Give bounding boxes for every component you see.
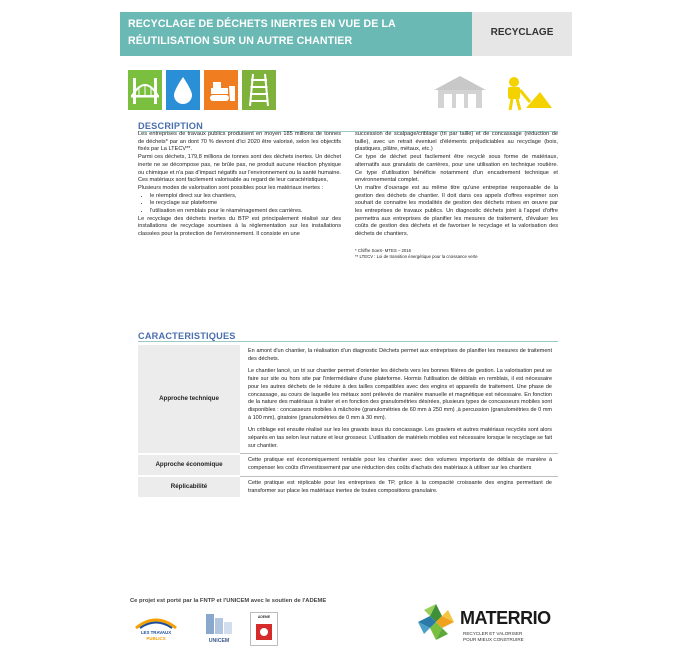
bulldozer-icon — [204, 70, 238, 110]
water-drop-icon — [166, 70, 200, 110]
sponsor-note: Ce projet est porté par la FNTP et l'UNICEM avec le soutien de l'ADEME — [130, 598, 327, 604]
materrio-tagline-line: POUR MIEUX CONSTRUIRE — [463, 636, 524, 642]
materrio-tagline-line: RECYCLER ET VALORISER — [463, 631, 523, 636]
row-paragraph: Cette pratique est réplicable pour les entreprises de TP, grâce à la compacité croissante des engins permettant de transformer sur place les matériaux inertes de toutes compositions granulaire. — [248, 479, 552, 494]
characteristics-rule — [138, 341, 558, 342]
header — [120, 12, 572, 56]
row-content — [240, 476, 558, 498]
building-icon — [434, 76, 486, 108]
list-item: • le réemploi direct sur les chantiers, — [150, 193, 341, 201]
row-paragraph: Cette pratique est économiquement rentable pour les chantier avec des volumes importants de déblais de manière à compenser les coûts d'investissement par une réduction des coûts d'achats des matériaux à utiliser sur les chantiers — [248, 457, 552, 472]
row-paragraph: En amont d'un chantier, la réalisation d'un diagnostic Déchets permet aux entreprises de planifier les mesures de traitement des déchets. — [248, 348, 552, 362]
row-content — [240, 454, 558, 476]
road-worker-icon — [508, 77, 552, 110]
list-item: • le recyclage sur plateforme — [150, 200, 341, 208]
description-paragraph: Plusieurs modes de valorisation sont possibles pour les matériaux inertes : — [138, 184, 323, 191]
list-item: • l'utilisation en remblais pour le réaménagement des carrières. — [150, 208, 341, 216]
row-paragraph: Un criblage est ensuite réalisé sur les les gravats issus du concassage. Les graviers et autres matériaux recyclés sont alors séparés en tas selon leur nature et leur grosseur. L'utilisation de matériels mobiles est nécessaire lorsque le recyclage se fait sur chantier. — [248, 427, 552, 449]
fntp-logo-text: LES TRAVAUX — [140, 630, 172, 635]
railway-icon — [242, 70, 276, 110]
table-row — [138, 454, 558, 476]
row-label: Approche technique — [138, 345, 240, 454]
description-paragraph: Ce type de déchet peut facilement être recyclé sous forme de matériaux, alternatifs aux granulats de carrières, pour une utilisation en technique routière. Ce type d'utilisation bénéficie notamment d'un encadrement technique et environnemental complet. — [355, 154, 558, 184]
category-illustrations — [430, 70, 570, 114]
page-title: RECYCLAGE DE DÉCHETS INERTES EN VUE DE LA RÉUTILISATION SUR UN AUTRE CHANTIER — [128, 18, 396, 47]
ademe-logo-text: ADEME — [257, 615, 271, 619]
materrio-logo-text: MATERRIO — [460, 608, 551, 628]
description-paragraph: Un maître d'ouvrage est au même titre qu'une entreprise responsable de la gestion des déchets de chantier. Il doit dans ces appels d'offres exprimer son souhait de connaitre les modalités de gestion des déchets mises en œuvre par les entreprises de travaux publics. Un diagnostic déchets joint à l'appel d'offre permettra aux entreprises de planifier les mesures de traitement, d'évaluer les coûts de gestion des déchets et de favoriser le recyclage et la valorisation des déchets de chantiers. — [355, 184, 558, 238]
characteristics-heading: CARACTERISTIQUES — [138, 331, 236, 341]
row-content — [240, 345, 558, 454]
materrio-tagline — [463, 631, 524, 642]
fiche-page — [120, 0, 572, 660]
characteristics-table — [138, 345, 558, 499]
description-paragraph: Parmi ces déchets, 179,8 millions de tonnes sont des déchets inertes. Un déchet inerte ne se décompose pas, ne brûle pas, ne produit aucune réaction physique ou chimique et n'a pas d'impact négatifs sur l'environnement ou la santé humaine. Ces matériaux sont facilement valorisable au regard de leur caractéristiques, — [138, 154, 341, 184]
category-label: RECYCLAGE — [490, 27, 554, 38]
bridge-icon — [128, 70, 162, 110]
table-row — [138, 476, 558, 498]
description-heading: DESCRIPTION — [138, 121, 203, 131]
footer — [120, 590, 572, 660]
description-paragraph: Le recyclage des déchets inertes du BTP est principalement réalisé sur des installations de recyclage soumises à la réglementation sur les installations classées pour la protection de l'environnement. Il consiste en une — [138, 215, 341, 238]
footnote: * Chiffre SoeS- MTES – 2016 — [355, 247, 412, 253]
category-badge — [472, 12, 572, 56]
ademe-logo — [250, 612, 278, 646]
description-left-column — [138, 131, 341, 239]
footnote: ** LTECV : Loi de transition énergétique pour la croissance verte — [355, 253, 478, 259]
row-label: Approche économique — [138, 454, 240, 476]
title-banner — [120, 12, 472, 56]
row-paragraph: Le chantier lancé, un tri sur chantier permet d'orienter les déchets vers les bonnes filières de gestion. La valorisation peut se faire sur site ou hors site par l'intermédiaire d'une plateforme. Hormis l'utilisation de déblais en remblais, il est nécessaire pour les autres déchets de le réduire à des tailles compatibles avec des engins et appareils de traitement. Une phase de concassage, au cours de laquelle les métaux sont prélevés de manière manuelle et magnétique est nécessaire. En fonction de la nature des matériaux à traiter et en fonction des granulométries désirées, plusieurs types de concasseurs mobiles sont disponibles : concasseurs mobiles à mâchoire (granulométries de 60 mm à 250 mm) ,à percussion (granulométries de 0 mm à 100 mm), giratoire (granulométries de 0 mm à 30 mm). — [248, 368, 552, 421]
description-right-column — [355, 131, 558, 260]
fntp-logo — [130, 612, 182, 648]
description-paragraph: succession de scalpage/criblage (tri par taille) et de concassage (réduction de taille), avec un retrait éventuel d'éléments préjudiciables au recyclage (bois, plastiques, plâtre, métaux, etc.) — [355, 131, 558, 153]
materrio-emblem — [416, 602, 456, 642]
table-row — [138, 345, 558, 454]
description-paragraph: Les entreprises de travaux publics produisent en moyen 185 millions de tonnes de déchets* par an dont 70 % devront d'ici 2020 être valorisé, selon les objectifs fixés par La LTECV**. — [138, 131, 341, 153]
unicem-logo — [198, 612, 240, 648]
fntp-logo-text: PUBLICS — [146, 636, 166, 641]
valorisation-list — [138, 193, 341, 216]
row-label: Réplicabilité — [138, 476, 240, 498]
unicem-logo-text: UNICEM — [208, 638, 230, 644]
